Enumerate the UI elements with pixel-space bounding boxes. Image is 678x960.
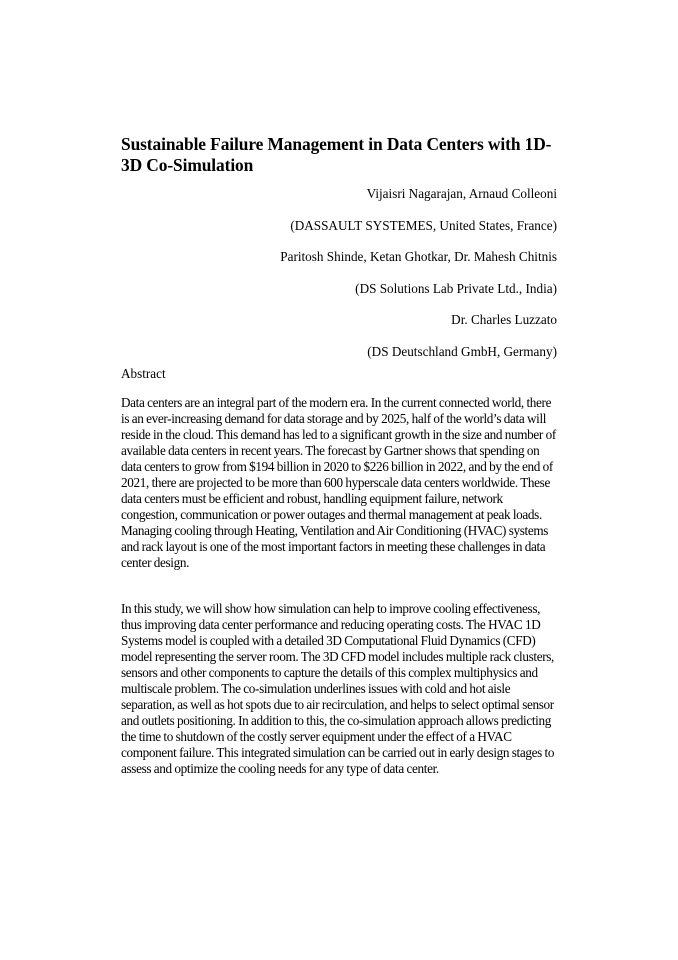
author-block xyxy=(117,186,557,375)
affiliation-line-3: (DS Deutschland GmbH, Germany) xyxy=(367,343,557,359)
abstract-paragraph-2: In this study, we will show how simulation can help to improve cooling effectiveness, thus improving data center performance and reducing operating costs. The HVAC 1D Systems model is coupled with a detailed 3D Computational Fluid Dynamics (CFD) model representing the server room. The 3D CFD model includes multiple rack clusters, sensors and other components to capture the details of this complex multiphysics and multiscale problem. The co-simulation underlines issues with cold and hot aisle separation, as well as hot spots due to air recirculation, and helps to select optimal sensor and outlets positioning. In addition to this, the co-simulation approach allows predicting the time to shutdown of the costly server equipment under the effect of a HVAC component failure. This integrated simulation can be carried out in early design stages to assess and optimize the cooling needs for any type of data center. xyxy=(121,601,555,777)
affiliation-line-2: (DS Solutions Lab Private Ltd., India) xyxy=(355,280,557,296)
author-line-3: Dr. Charles Luzzato xyxy=(451,312,557,327)
author-line-2: Paritosh Shinde, Ketan Ghotkar, Dr. Mahesh Chitnis xyxy=(280,249,557,264)
affiliation-line-1: (DASSAULT SYSTEMES, United States, France) xyxy=(290,217,557,233)
abstract-paragraph-1: Data centers are an integral part of the modern era. In the current connected world, there is an ever-increasing demand for data storage and by 2025, half of the world’s data will reside in the cloud. This demand has led to a significant growth in the size and number of available data centers in recent years. The forecast by Gartner shows that spending on data centers to grow from $194 billion in 2020 to $226 billion in 2022, and by the end of 2021, there are projected to be more than 600 hyperscale data centers worldwide. These data centers must be efficient and robust, handling equipment failure, network congestion, communication or power outages and thermal management at peak loads. Managing cooling through Heating, Ventilation and Air Conditioning (HVAC) systems and rack layout is one of the most important factors in meeting these challenges in data center design. xyxy=(121,395,556,571)
paper-title: Sustainable Failure Management in Data Centers with 1D-3D Co-Simulation xyxy=(121,134,552,175)
author-line-1: Vijaisri Nagarajan, Arnaud Colleoni xyxy=(366,186,557,201)
abstract-heading: Abstract xyxy=(121,366,166,381)
